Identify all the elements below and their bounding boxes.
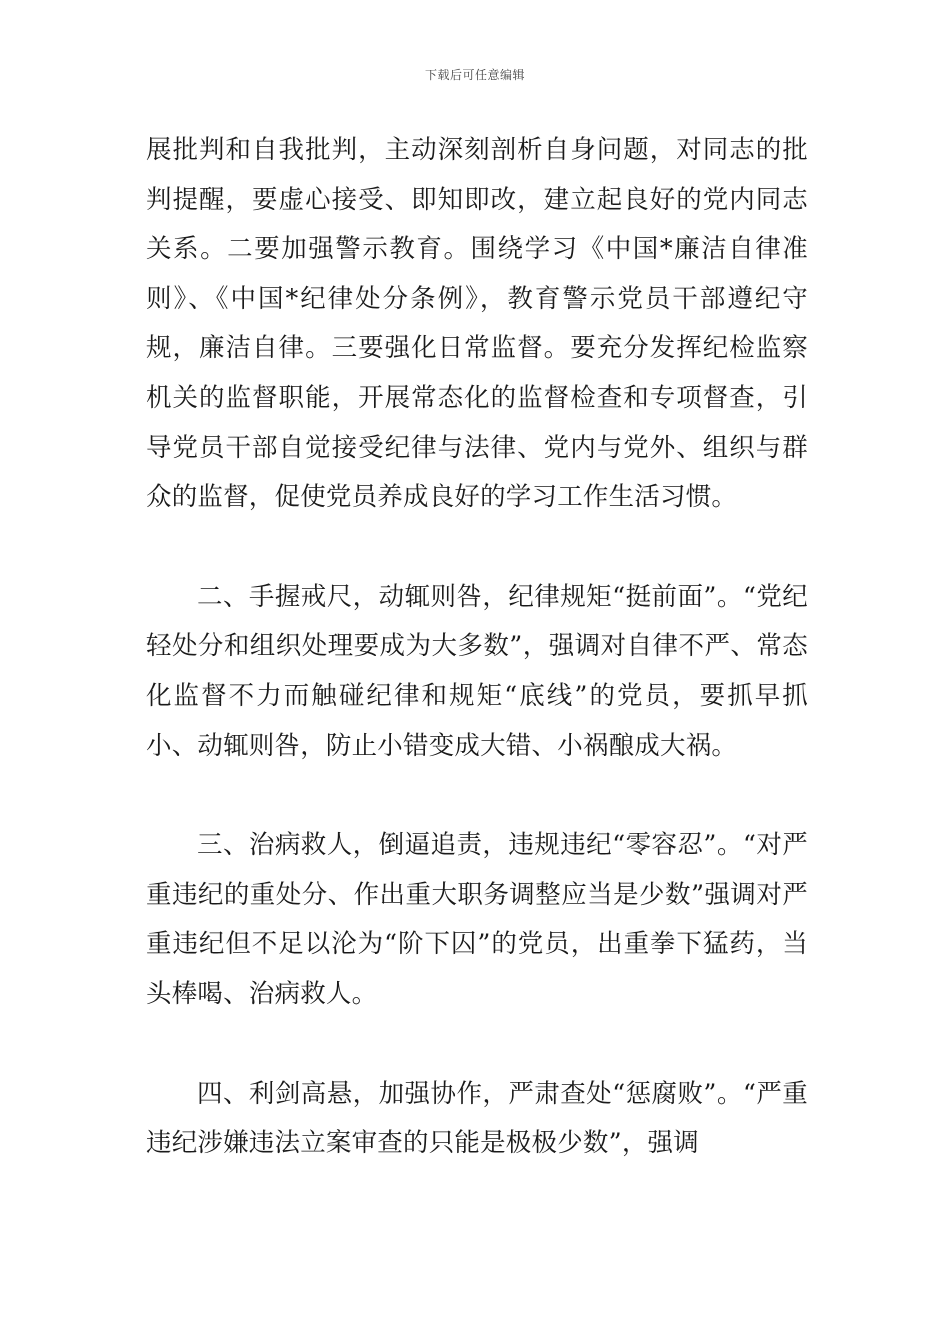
paragraph-gap (146, 1020, 808, 1070)
page-header: 下载后可任意编辑 (424, 68, 525, 82)
paragraph-3: 三、治病救人，倒逼追责，违规违纪“零容忍”。“对严重违纪的重处分、作出重大职务调整应当是少数”强调对严重违纪但不足以沦为“阶下囚”的党员，出重拳下猛药，当头棒喝、治病救人。 (146, 830, 808, 1009)
paragraph-gap (146, 771, 808, 821)
paragraph-4: 四、利剑高悬，加强协作，严肃查处“惩腐败”。“严重违纪涉嫌违法立案审查的只能是极极少数”，强调 (146, 1078, 808, 1159)
paragraph-2: 二、手握戒尺，动辄则咎，纪律规矩“挺前面”。“党纪轻处分和组织处理要成为大多数”，强调对自律不严、常态化监督不力而触碰纪律和规矩“底线”的党员，要抓早抓小、动辄则咎，防止小错变成大错、小祸酿成大祸。 (146, 581, 808, 761)
document-body (146, 126, 808, 1169)
paragraph-gap (146, 523, 808, 573)
paragraph-1: 展批判和自我批判，主动深刻剖析自身问题，对同志的批判提醒，要虚心接受、即知即改，建立起良好的党内同志关系。二要加强警示教育。围绕学习《中国*廉洁自律准则》、《中国*纪律处分条例》，教育警示党员干部遵纪守规，廉洁自律。三要强化日常监督。要充分发挥纪检监察机关的监督职能，开展常态化的监督检查和专项督查，引导党员干部自觉接受纪律与法律、党内与党外、组织与群众的监督，促使党员养成良好的学习工作生活习惯。 (146, 135, 808, 513)
